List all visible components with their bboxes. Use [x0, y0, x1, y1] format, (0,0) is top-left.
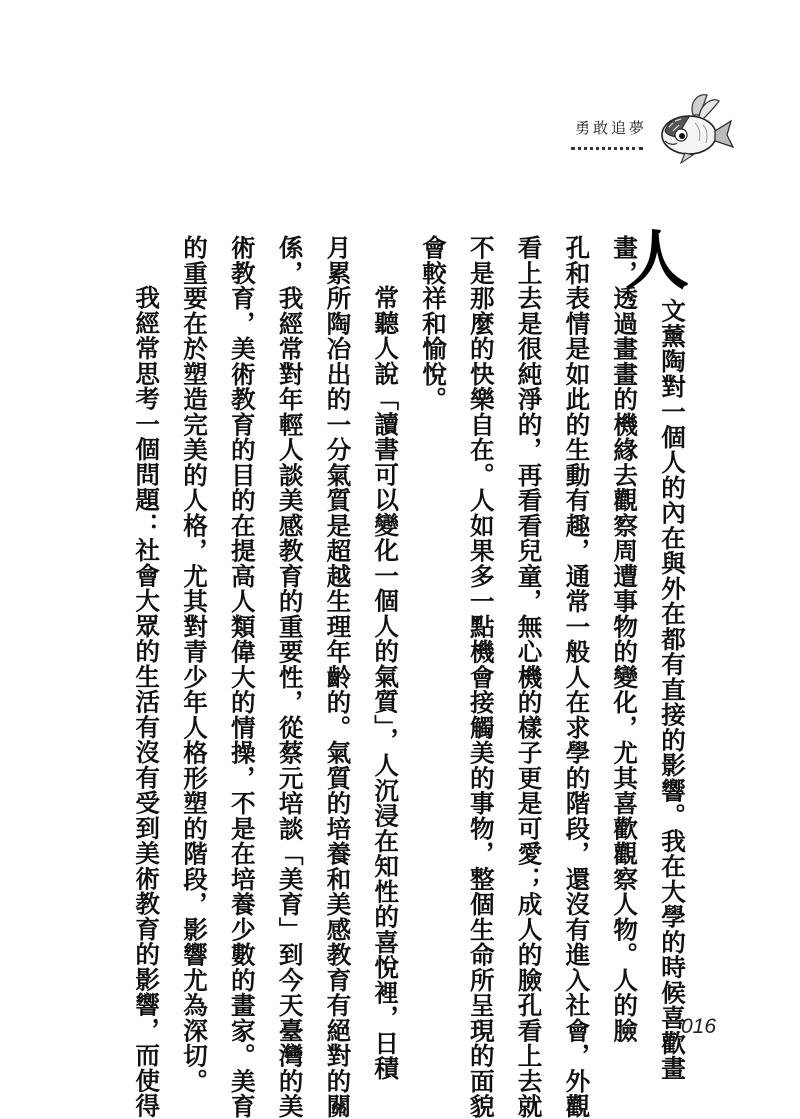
- text-column: 會較祥和愉悅。: [419, 235, 449, 412]
- vertical-text-body: [132, 235, 690, 1119]
- text-column: 畫，透過畫畫的機緣去觀察周遭事物的變化，尤其喜歡觀察人物。人的臉: [610, 235, 640, 1043]
- header-title: 勇敢追夢: [575, 119, 648, 137]
- text-column: 的重要在於塑造完美的人格，尤其對青少年人格形塑的階段，影響尤為深切。: [180, 235, 210, 1094]
- text-column: 係，我經常對年輕人談美感教育的重要性，從蔡元培談「美育」到今天臺灣的美: [275, 235, 305, 1119]
- running-header: [563, 95, 768, 170]
- text-column: 我經常思考一個問題：社會大眾的生活有沒有受到美術教育的影響，而使得: [132, 285, 162, 1119]
- text-column: 看上去是很純淨的，再看看兒童，無心機的樣子更是可愛；成人的臉孔看上去就: [514, 235, 544, 1119]
- text-column: 常聽人說「讀書可以變化一個人的氣質」，人沉浸在知性的喜悅裡，日積: [371, 285, 401, 1081]
- text-column: 孔和表情是如此的生動有趣，通常一般人在求學的階段，還沒有進入社會，外觀: [562, 235, 592, 1119]
- drop-cap: 人: [625, 225, 689, 299]
- text-column: 術教育，美術教育的目的在提高人類偉大的情操，不是在培養少數的畫家。美育: [227, 235, 257, 1119]
- text-column: 月累所陶冶出的一分氣質是超越生理年齡的。氣質的培養和美感教育有絕對的關: [323, 235, 353, 1119]
- text-column: 不是那麼的快樂自在。人如果多一點機會接觸美的事物，整個生命所呈現的面貌: [466, 235, 496, 1119]
- header-dotted-rule: [571, 147, 643, 153]
- page-number: 016: [681, 1015, 717, 1038]
- bird-fish-illustration-icon: [655, 93, 735, 165]
- text-column: 文薰陶對一個人的內在與外在都有直接的影響。我在大學的時候喜歡畫: [658, 298, 687, 1081]
